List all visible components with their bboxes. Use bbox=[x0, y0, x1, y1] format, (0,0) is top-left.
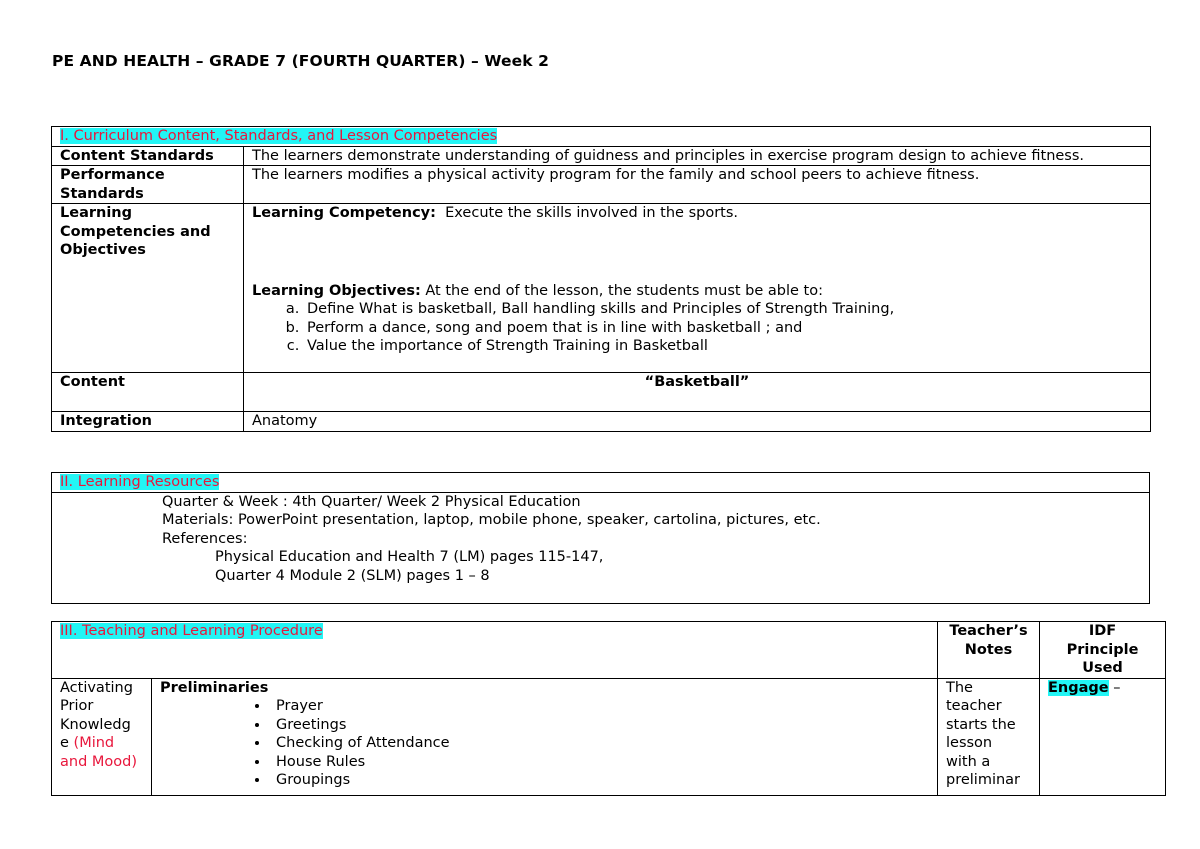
header-line: Notes bbox=[964, 641, 1013, 658]
idf-suffix: – bbox=[1108, 679, 1121, 696]
idf-value: Engage bbox=[1048, 679, 1109, 696]
curriculum-table bbox=[51, 126, 1151, 432]
notes-line: teacher bbox=[946, 698, 1002, 714]
idf-header bbox=[1040, 622, 1166, 679]
content-label: Content bbox=[52, 373, 244, 412]
references-label: References: bbox=[162, 530, 248, 547]
notes-line: with a bbox=[946, 753, 991, 770]
resources-body bbox=[52, 492, 1150, 603]
content-value: “Basketball” bbox=[244, 373, 1151, 412]
procedure-table bbox=[51, 621, 1166, 796]
header-line: Used bbox=[1082, 660, 1123, 676]
performance-label-line: Standards bbox=[60, 185, 144, 202]
preliminaries-cell bbox=[152, 678, 938, 795]
teachers-notes-cell bbox=[938, 678, 1040, 795]
idf-cell bbox=[1040, 678, 1166, 795]
list-item: • Prayer bbox=[270, 697, 929, 716]
header-line: Teacher’s bbox=[949, 623, 1028, 639]
phase-mind-label: (Mind bbox=[73, 735, 115, 751]
preliminaries-label: Preliminaries bbox=[160, 679, 269, 696]
competency-label: Learning Competency: bbox=[252, 205, 436, 221]
objective-item: c. Value the importance of Strength Training in Basketball bbox=[304, 337, 1142, 356]
list-item: • Checking of Attendance bbox=[270, 734, 929, 753]
performance-standards-text: The learners modifies a physical activity program for the family and school peers to achieve fitness. bbox=[244, 166, 1151, 204]
list-item: • House Rules bbox=[270, 753, 929, 772]
teachers-notes-header bbox=[938, 622, 1040, 679]
objectives-line bbox=[252, 282, 1142, 301]
notes-line: lesson bbox=[946, 735, 993, 751]
phase-line-with-color bbox=[60, 734, 147, 753]
lc-label-line: Learning bbox=[60, 205, 133, 221]
objectives-list bbox=[252, 300, 1142, 356]
notes-line: preliminar bbox=[946, 772, 1021, 788]
section1-heading: I. Curriculum Content, Standards, and Lesson Competencies bbox=[60, 128, 498, 144]
reference-item: Quarter 4 Module 2 (SLM) pages 1 – 8 bbox=[215, 567, 490, 584]
phase-line: e bbox=[60, 735, 74, 751]
content-standards-text: The learners demonstrate understanding of guidness and principles in exercise program design to achieve fitness. bbox=[244, 146, 1151, 166]
learning-competencies-label bbox=[52, 204, 244, 373]
lc-label-line: Objectives bbox=[60, 242, 146, 258]
reference-item: Physical Education and Health 7 (LM) pages 115-147, bbox=[215, 549, 604, 565]
phase-line: Prior bbox=[60, 698, 94, 714]
materials: Materials: PowerPoint presentation, laptop, mobile phone, speaker, cartolina, pictures, etc. bbox=[162, 512, 821, 528]
performance-standards-label bbox=[52, 166, 244, 204]
content-standards-label: Content Standards bbox=[52, 146, 244, 166]
header-line: IDF bbox=[1088, 623, 1117, 639]
integration-value: Anatomy bbox=[244, 412, 1151, 432]
performance-label-line: Performance bbox=[60, 167, 165, 183]
phase-mood-label: and Mood) bbox=[60, 753, 138, 770]
competency-line bbox=[252, 204, 1142, 223]
objective-item: a. Define What is basketball, Ball handling skills and Principles of Strength Training, bbox=[304, 300, 1142, 319]
list-item: • Groupings bbox=[270, 771, 929, 790]
preliminaries-list bbox=[160, 697, 929, 790]
section1-heading-cell bbox=[52, 127, 1151, 147]
integration-label: Integration bbox=[52, 412, 244, 432]
phase-line: Knowledg bbox=[60, 716, 131, 733]
phase-line: Activating bbox=[60, 679, 133, 696]
learning-competencies-cell bbox=[244, 204, 1151, 373]
section3-heading-cell bbox=[52, 622, 938, 679]
page-title: PE AND HEALTH – GRADE 7 (FOURTH QUARTER) – Week 2 bbox=[52, 52, 550, 70]
list-item: • Greetings bbox=[270, 716, 929, 735]
section2-heading-cell bbox=[52, 473, 1150, 493]
objectives-intro: At the end of the lesson, the students must be able to: bbox=[425, 282, 823, 299]
phase-cell bbox=[52, 678, 152, 795]
objective-item: b. Perform a dance, song and poem that is in line with basketball ; and bbox=[304, 319, 1142, 338]
competency-text: Execute the skills involved in the sports. bbox=[445, 205, 739, 221]
resources-table bbox=[51, 472, 1150, 604]
lc-label-line: Competencies and bbox=[60, 223, 211, 240]
quarter-week: Quarter & Week : 4th Quarter/ Week 2 Physical Education bbox=[162, 493, 581, 510]
notes-line: The bbox=[946, 679, 973, 696]
objectives-label: Learning Objectives: bbox=[252, 282, 421, 299]
section2-heading: II. Learning Resources bbox=[60, 474, 220, 490]
section3-heading: III. Teaching and Learning Procedure bbox=[60, 623, 323, 639]
notes-line: starts the bbox=[946, 716, 1016, 733]
header-line: Principle bbox=[1066, 641, 1139, 658]
